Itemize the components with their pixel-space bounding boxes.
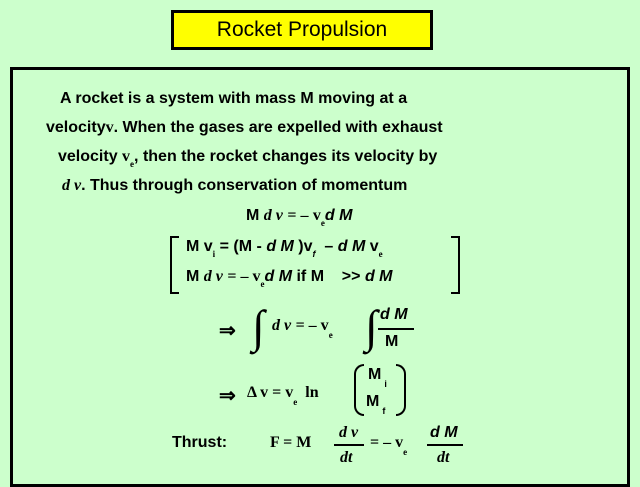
equation-integral — [272, 317, 333, 340]
eq3-M: M — [186, 268, 200, 285]
eq3-ifM: if M — [296, 268, 325, 285]
thrust-den-1: dt — [340, 449, 353, 466]
eq3-gg: >> — [341, 268, 361, 285]
eq4-denominator: M — [385, 333, 399, 350]
thrust-fraction-line-1 — [334, 444, 364, 446]
integral-sign-2: ∫ — [365, 301, 378, 352]
thrust-fraction-line-2 — [427, 444, 463, 446]
right-bracket — [451, 236, 460, 294]
paragraph-line-1: A rocket is a system with mass M moving at a — [60, 90, 408, 107]
eq2-part1: M v — [186, 238, 213, 255]
eq2-dM1: d M — [266, 238, 294, 255]
eq2-sub-e: e — [378, 249, 383, 259]
eq5-num-M: M — [368, 366, 382, 383]
paragraph-line-3-b: , then the rocket changes its velocity by — [134, 148, 438, 165]
implies-arrow-2: ⇒ — [219, 385, 236, 407]
velocity-symbol: v — [105, 119, 114, 136]
eq1-dM: d M — [324, 207, 353, 224]
thrust-num-2: d M — [430, 424, 458, 441]
thrust-F: F = M — [270, 434, 312, 451]
eq5-sub-e: e — [293, 397, 298, 407]
paragraph-line-3-a: velocity — [58, 148, 118, 165]
eq5-numerator — [368, 366, 387, 389]
eq2-part2: = (M - — [219, 238, 267, 255]
eq5-denominator — [366, 393, 386, 416]
eq1-sub-e: e — [320, 218, 325, 228]
paragraph-line-4 — [62, 177, 407, 195]
thrust-sub-e: e — [403, 447, 408, 457]
eq3-dM2: d M — [364, 268, 393, 285]
eq1-dv: d v — [263, 207, 283, 224]
thrust-eq-text: = – v — [370, 434, 404, 451]
eq5-delta: Δ v — [247, 384, 269, 401]
left-bracket — [170, 236, 179, 294]
eq5-eq: = v — [272, 384, 294, 401]
eq3-eq: = – v — [227, 268, 261, 285]
implies-arrow-1: ⇒ — [219, 320, 236, 342]
eq2-sub-f: f — [312, 249, 316, 259]
eq3-dv: d v — [203, 268, 223, 285]
eq4-numerator: d M — [380, 306, 408, 323]
thrust-label: Thrust: — [172, 434, 228, 451]
equation-momentum-expanded — [186, 238, 383, 259]
eq4-sub-e: e — [328, 330, 333, 340]
eq3-dM: d M — [264, 268, 293, 285]
thrust-num-1: d v — [339, 424, 359, 441]
integral-sign-1: ∫ — [252, 301, 265, 352]
title-box — [171, 10, 433, 50]
eq5-ln: ln — [305, 384, 319, 401]
paragraph-line-2-a: velocity — [46, 119, 106, 136]
exhaust-velocity-symbol: v — [122, 148, 131, 165]
paragraph-line-2-b: . When the gases are expelled with exhaust — [113, 119, 443, 136]
thrust-eq — [370, 434, 408, 457]
eq4-fraction-line — [378, 328, 414, 330]
eq2-sub-i: i — [212, 249, 216, 259]
eq5-den-sub: f — [382, 406, 386, 416]
eq3-sub-e: e — [260, 279, 265, 289]
eq1-v: v — [312, 207, 321, 224]
eq5-right-paren — [396, 364, 406, 416]
eq4-eq: = – v — [295, 317, 329, 334]
page-title: Rocket Propulsion — [216, 18, 388, 41]
paragraph-line-3 — [58, 148, 438, 169]
equation-momentum — [246, 207, 353, 228]
eq5-num-sub: i — [384, 379, 387, 389]
dv-symbol: d v — [62, 177, 82, 194]
paragraph-line-4-b: . Thus through conservation of momentum — [81, 177, 408, 194]
exhaust-sub: e — [130, 159, 135, 169]
equation-approximation — [186, 268, 393, 289]
eq5-left-paren — [354, 364, 364, 416]
equation-delta-v — [247, 384, 319, 407]
thrust-den-2: dt — [437, 449, 450, 466]
eq5-den-M: M — [366, 393, 380, 410]
paragraph-line-2 — [46, 119, 443, 137]
eq4-dv: d v — [272, 317, 292, 334]
eq1-equals: = – — [287, 207, 309, 224]
eq1-M: M — [246, 207, 260, 224]
eq2-dM2: d M — [337, 238, 366, 255]
eq2-part5: v — [365, 238, 379, 255]
eq2-part3: )v — [293, 238, 313, 255]
eq2-part4: – — [324, 238, 338, 255]
